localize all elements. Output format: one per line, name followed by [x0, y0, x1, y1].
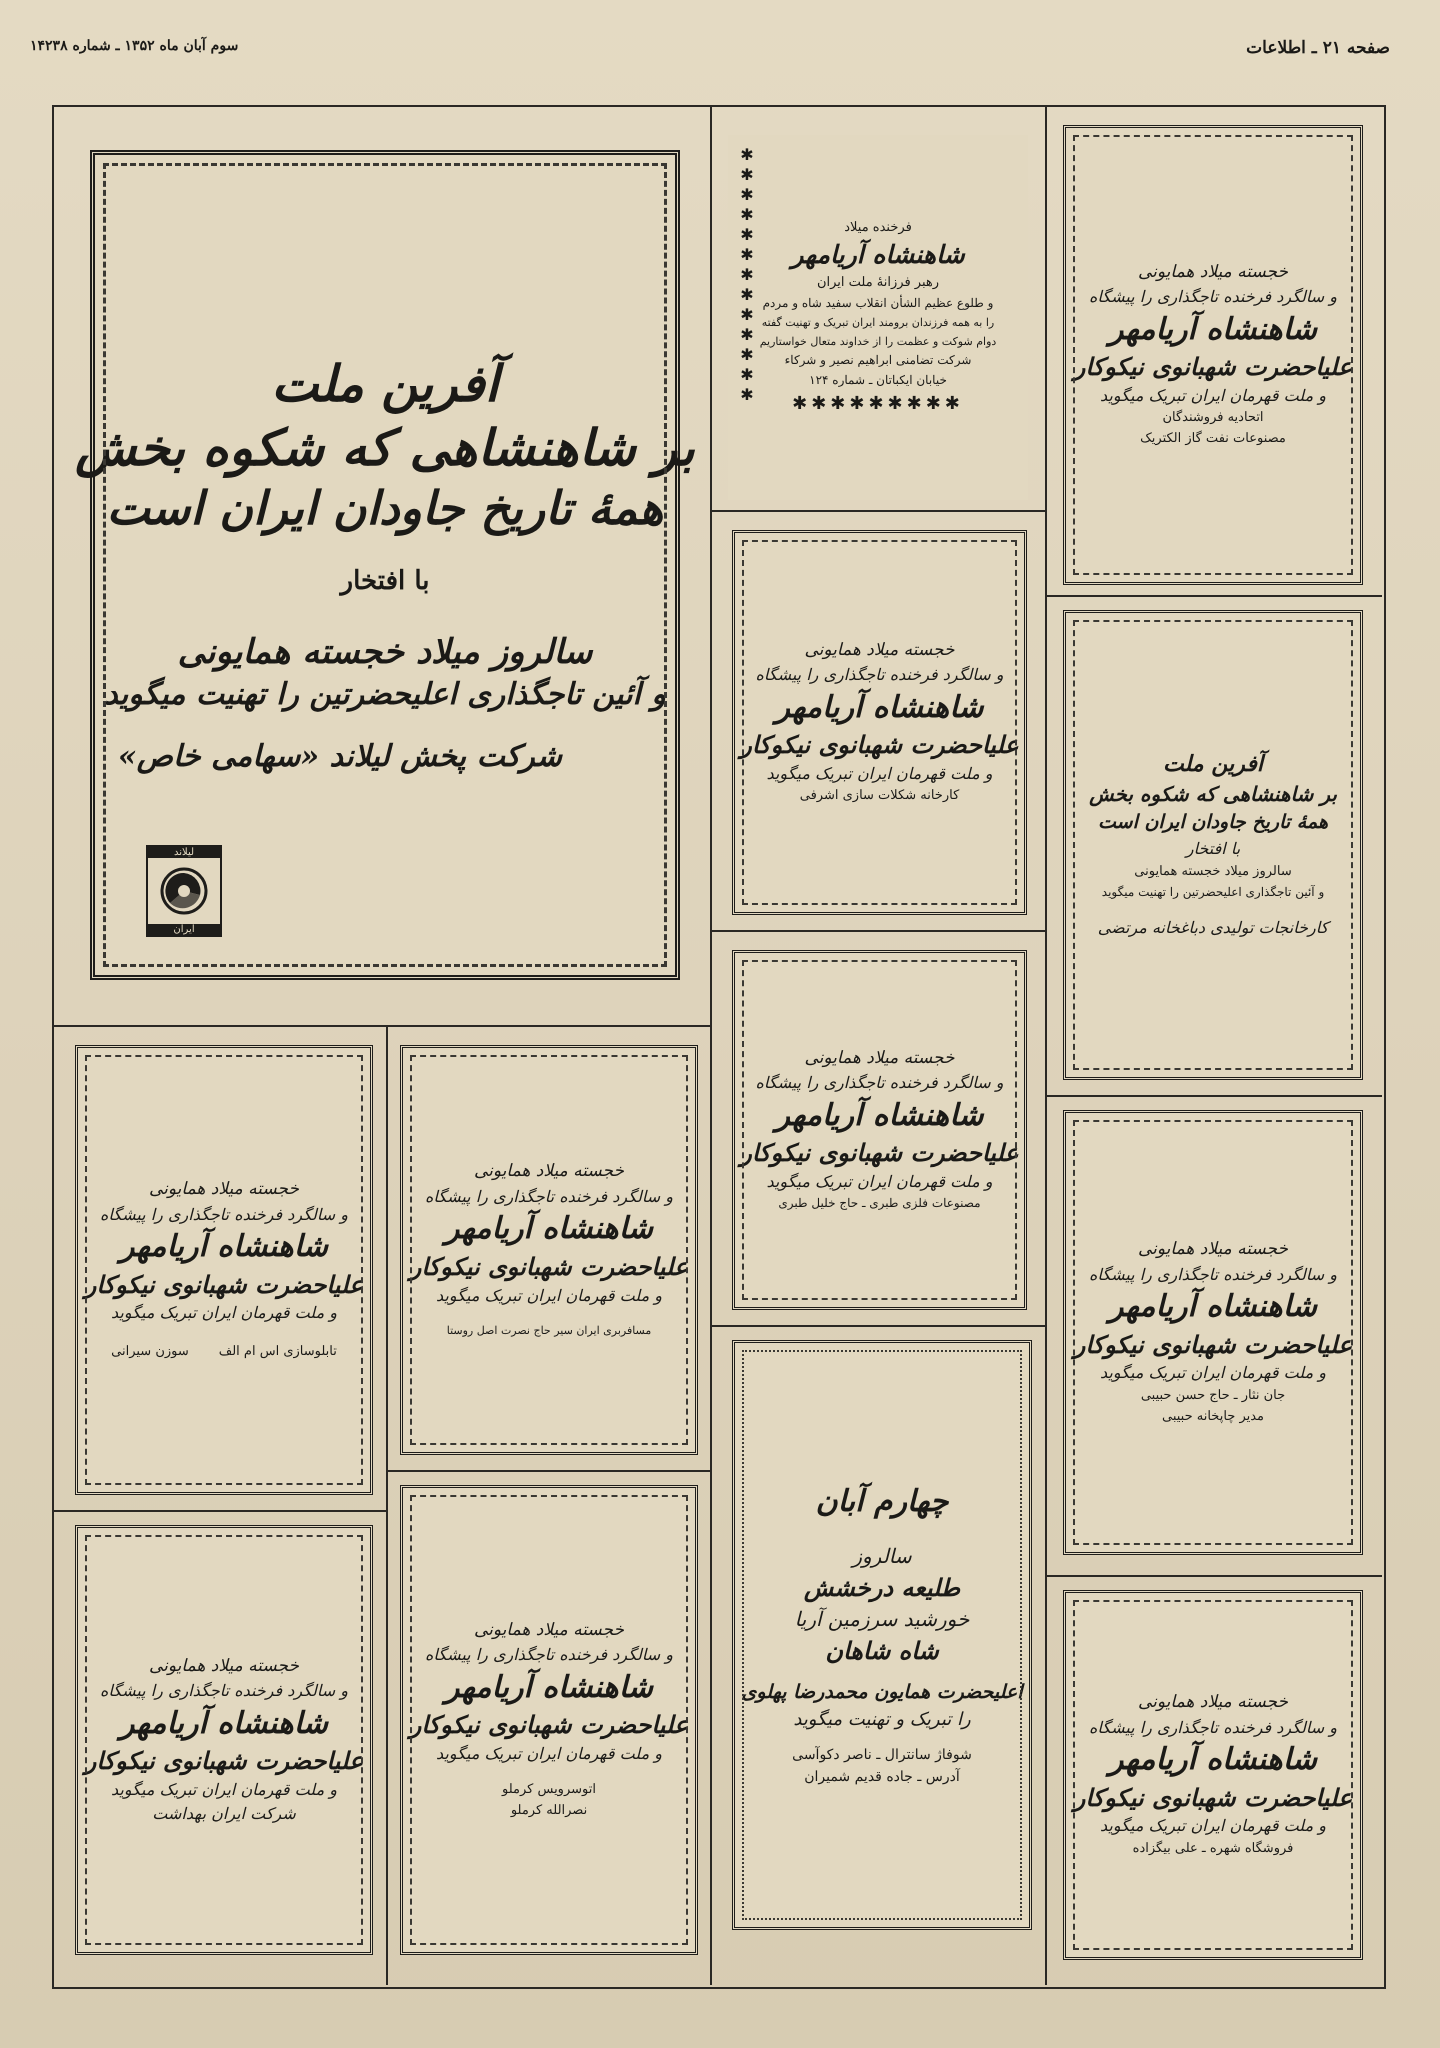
- logo-label-top: لیلاند: [148, 847, 220, 858]
- ad-signer: شرکت تضامنی ابراهیم نصیر و شرکاء: [784, 353, 972, 368]
- ad-title: علیاحضرت شهبانوی نیکوکار: [409, 1251, 689, 1281]
- column-rule: [1045, 105, 1047, 1985]
- ad-text: و سالگرد فرخنده تاجگذاری را پیشگاه: [1088, 287, 1338, 307]
- ad-signer: مصنوعات نفت گاز الکتریک: [1140, 431, 1286, 447]
- ad-text: رهبر فرزانهٔ ملت ایران: [816, 275, 940, 291]
- ad-text: و ملت قهرمان ایران تبریک میگوید: [111, 1303, 337, 1323]
- ad-title: علیاحضرت شهبانوی نیکوکار: [740, 1138, 1019, 1168]
- right-third-ad: [1063, 1110, 1363, 1555]
- bottom-right-ad: [1063, 1590, 1363, 1960]
- ad-address: آدرس ـ جاده قدیم شمیران: [804, 1769, 960, 1786]
- leyland-logo: [146, 845, 222, 937]
- ad-text: سالروز: [852, 1544, 912, 1569]
- ad-headline: آفرین ملت: [1163, 751, 1263, 778]
- chaharom-aban-ad: [732, 1340, 1032, 1930]
- ad-title: شاهنشاه آریامهر: [120, 1229, 328, 1265]
- ad-text: با افتخار: [340, 565, 430, 596]
- row-rule: [1045, 1575, 1382, 1577]
- ad-text: و ملت قهرمان ایران تبریک میگوید: [766, 763, 993, 783]
- ad-text: شاه شاهان: [825, 1635, 939, 1665]
- ad-signer: اتوسرویس کرملو: [502, 1782, 596, 1798]
- ad-text: و طلوع عظیم الشأن انقلاب سفید شاه و مردم: [762, 296, 994, 311]
- ad-signer: تابلوسازی اس ام الف: [218, 1343, 337, 1359]
- ad-text: و ملت قهرمان ایران تبریک میگوید: [766, 1171, 993, 1191]
- ad-text: خجسته میلاد همایونی: [804, 1047, 955, 1068]
- issue-date-line: سوم آبان ماه ۱۳۵۲ ـ شماره ۱۴۲۳۸: [30, 38, 239, 54]
- ad-text: و ملت قهرمان ایران تبریک میگوید: [1100, 1363, 1326, 1383]
- ad-signer: فروشگاه شهره ـ علی بیگزاده: [1132, 1840, 1294, 1856]
- ad-text: و آئین تاجگذاری اعلیحضرتین را تهنیت میگوید: [1101, 884, 1325, 899]
- middle-third-ad: [732, 950, 1027, 1310]
- ad-title: علیاحضرت شهبانوی نیکوکار: [1073, 1782, 1353, 1812]
- ad-signer: کارخانه شکلات سازی اشرفی: [799, 788, 960, 804]
- ad-title: علیاحضرت شهبانوی نیکوکار: [740, 730, 1019, 760]
- ad-text: و ملت قهرمان ایران تبریک میگوید: [436, 1285, 662, 1305]
- ad-text: و سالگرد فرخنده تاجگذاری را پیشگاه: [755, 665, 1004, 685]
- ad-text: و سالگرد فرخنده تاجگذاری را پیشگاه: [424, 1645, 674, 1665]
- ad-headline: آفرین ملت: [271, 354, 499, 414]
- ad-title: شاهنشاه آریامهر: [1109, 311, 1317, 347]
- ad-text: سالروز میلاد خجسته همایونی: [1134, 863, 1292, 879]
- column-rule: [386, 1025, 388, 1985]
- ad-title: شاهنشاه آریامهر: [791, 240, 965, 270]
- ad-text: فرخنده میلاد: [844, 219, 912, 235]
- ad-text: خجسته میلاد همایونی: [148, 1179, 300, 1200]
- ad-headline: همهٔ تاریخ جاودان ایران است: [1098, 811, 1328, 834]
- ad-headline: چهارم آبان: [815, 1483, 949, 1519]
- ad-text: را به همه فرزندان برومند ایران تبریک و تهنیت گفته: [761, 315, 995, 329]
- bottom-left-a-ad: [75, 1525, 373, 1955]
- star-column-decoration: ✱ ✱ ✱ ✱ ✱ ✱ ✱ ✱ ✱ ✱ ✱ ✱ ✱: [740, 145, 754, 404]
- ad-headline: بر شاهنشاهی که شکوه بخش: [75, 417, 695, 477]
- middle-second-ad: [732, 530, 1027, 915]
- row-rule: [710, 1325, 1047, 1327]
- ad-signer: شرکت پخش لیلاند «سهامی خاص»: [118, 739, 562, 775]
- ad-text: را تبریک و تهنیت میگوید: [793, 1709, 971, 1731]
- row-rule: [1045, 1095, 1382, 1097]
- ad-text: خجسته میلاد همایونی: [1137, 1239, 1289, 1260]
- ad-signer: شوفاژ سانترال ـ ناصر دکوآسی: [792, 1747, 972, 1764]
- middle-top-ad: [728, 135, 1028, 500]
- ad-title: شاهنشاه آریامهر: [1109, 1289, 1317, 1325]
- ad-signer: جان نثار ـ حاج حسن حبیبی: [1140, 1387, 1286, 1403]
- ad-signer: مدیر چاپخانه حبیبی: [1161, 1408, 1265, 1424]
- row-rule: [1045, 595, 1382, 597]
- ad-text: و سالگرد فرخنده تاجگذاری را پیشگاه: [99, 1204, 349, 1224]
- ad-text: و سالگرد فرخنده تاجگذاری را پیشگاه: [1088, 1717, 1338, 1737]
- ad-signer: کارخانجات تولیدی دباغخانه مرتضی: [1097, 918, 1329, 938]
- ad-text: خجسته میلاد همایونی: [148, 1655, 300, 1676]
- ad-signer: سوزن سیرانی: [111, 1343, 189, 1359]
- ad-title: علیاحضرت شهبانوی نیکوکار: [1073, 1329, 1353, 1359]
- left-mid-a-ad: [75, 1045, 373, 1495]
- ad-signer-row: [111, 1345, 337, 1360]
- ad-text: و سالگرد فرخنده تاجگذاری را پیشگاه: [1088, 1264, 1338, 1284]
- ad-text: خجسته میلاد همایونی: [1137, 1692, 1289, 1713]
- ad-title: شاهنشاه آریامهر: [120, 1705, 328, 1741]
- ad-title: شاهنشاه آریامهر: [775, 689, 984, 725]
- ad-text: و ملت قهرمان ایران تبریک میگوید: [436, 1743, 662, 1763]
- row-rule: [52, 1025, 712, 1027]
- ad-signer: نصرالله کرملو: [510, 1803, 588, 1819]
- ad-title: شاهنشاه آریامهر: [445, 1211, 653, 1247]
- row-rule: [386, 1470, 712, 1472]
- ad-text: دوام شوکت و عظمت را از خداوند متعال خواستاریم: [759, 334, 997, 348]
- ad-title: علیاحضرت شهبانوی نیکوکار: [1073, 352, 1353, 382]
- right-second-ad: [1063, 610, 1363, 1080]
- ad-text: و آئین تاجگذاری اعلیحضرتین را تهنیت میگوید: [104, 676, 666, 712]
- ad-title: علیاحضرت شهبانوی نیکوکار: [84, 1746, 364, 1776]
- ad-text: خجسته میلاد همایونی: [473, 1619, 625, 1640]
- ad-text: خجسته میلاد همایونی: [1137, 261, 1289, 282]
- ad-title: علیاحضرت شهبانوی نیکوکار: [409, 1710, 689, 1740]
- ad-text: و سالگرد فرخنده تاجگذاری را پیشگاه: [99, 1681, 349, 1701]
- ad-headline: بر شاهنشاهی که شکوه بخش: [1089, 782, 1337, 807]
- ad-signer: مسافربری ایران سیر حاج نصرت اصل روستا: [446, 1323, 652, 1337]
- ad-signer: مصنوعات فلزی طبری ـ حاج خلیل طبری: [778, 1196, 981, 1211]
- ad-signer: اتحادیه فروشندگان: [1162, 410, 1264, 426]
- leyland-emblem-icon: [158, 865, 210, 917]
- column-rule: [710, 105, 712, 1985]
- row-rule: [710, 510, 1047, 512]
- ad-text: و ملت قهرمان ایران تبریک میگوید: [111, 1779, 337, 1799]
- left-mid-b-ad: [400, 1045, 698, 1455]
- ad-text: و ملت قهرمان ایران تبریک میگوید: [1100, 385, 1326, 405]
- ad-title: شاهنشاه آریامهر: [445, 1669, 653, 1705]
- ad-text: خجسته میلاد همایونی: [473, 1161, 625, 1182]
- ad-text: سالروز میلاد خجسته همایونی: [177, 631, 593, 672]
- ad-signer: شرکت ایران بهداشت: [152, 1804, 296, 1824]
- ad-title: شاهنشاه آریامهر: [775, 1097, 984, 1133]
- right-top-ad: [1063, 125, 1363, 585]
- row-rule: [710, 930, 1047, 932]
- ad-text: و سالگرد فرخنده تاجگذاری را پیشگاه: [424, 1187, 674, 1207]
- ad-title: اعلیحضرت همایون محمدرضا پهلوی: [741, 1681, 1023, 1704]
- ad-text: با افتخار: [1185, 839, 1241, 859]
- ad-title: علیاحضرت شهبانوی نیکوکار: [84, 1269, 364, 1299]
- ad-text: و ملت قهرمان ایران تبریک میگوید: [1100, 1816, 1326, 1836]
- ad-address: خیابان ایکباتان ـ شماره ۱۲۴: [809, 373, 947, 387]
- ad-text: خورشید سرزمین آریا: [794, 1606, 970, 1631]
- logo-label-bottom: ایران: [148, 924, 220, 935]
- row-rule: [52, 1510, 386, 1512]
- star-row-decoration: ✱✱✱✱✱✱✱✱✱: [792, 392, 964, 414]
- ad-text: خجسته میلاد همایونی: [804, 639, 955, 660]
- ad-headline: همهٔ تاریخ جاودان ایران است: [106, 481, 664, 536]
- ad-title: شاهنشاه آریامهر: [1109, 1742, 1317, 1778]
- page-header-label: صفحه ۲۱ ـ اطلاعات: [1246, 38, 1390, 58]
- bottom-left-b-ad: [400, 1485, 698, 1955]
- ad-text: و سالگرد فرخنده تاجگذاری را پیشگاه: [755, 1073, 1004, 1093]
- ad-text: طلیعه درخشش: [803, 1573, 961, 1603]
